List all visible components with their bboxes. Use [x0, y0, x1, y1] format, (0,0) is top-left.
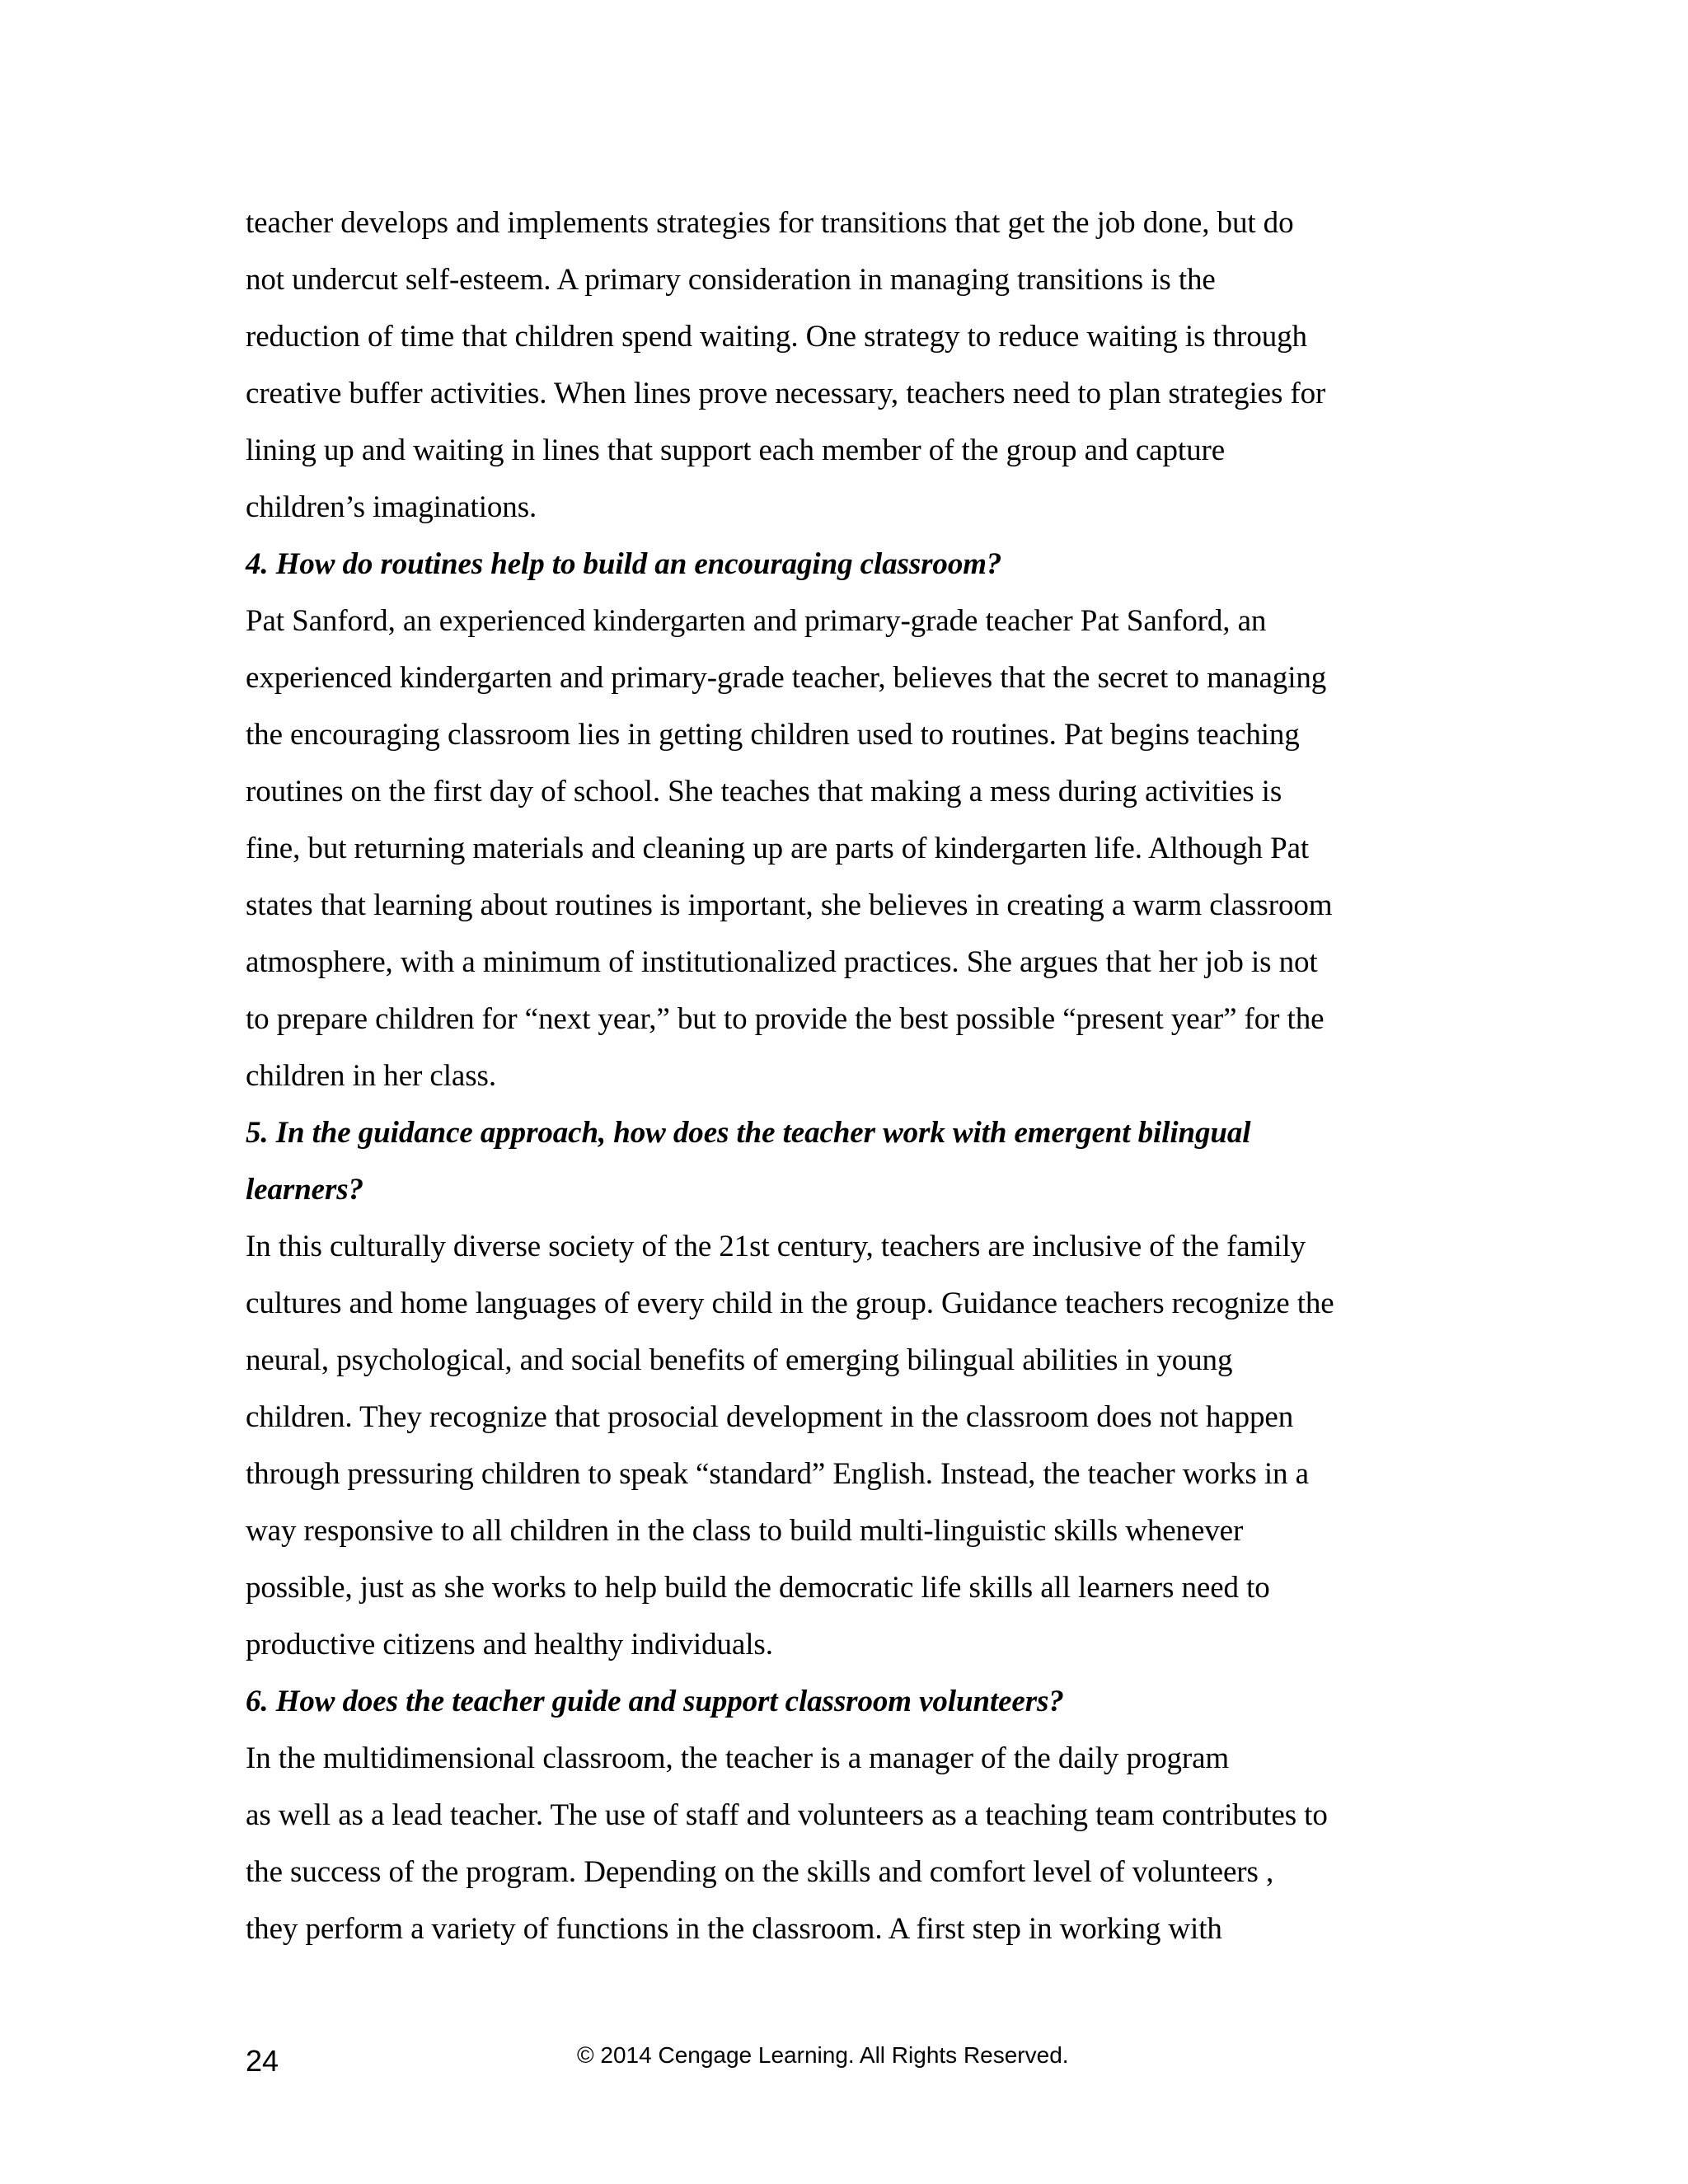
copyright-notice: © 2014 Cengage Learning. All Rights Reserved. [577, 2042, 1069, 2068]
text-line: to prepare children for “next year,” but to provide the best possible “present year” for the [246, 1002, 1325, 1036]
text-line: Pat Sanford, an experienced kindergarten and primary-grade teacher Pat Sanford, an [246, 604, 1267, 638]
text-line: children. They recognize that prosocial development in the classroom does not happen [246, 1400, 1294, 1434]
text-line: not undercut self-esteem. A primary consideration in managing transitions is the [246, 263, 1216, 297]
paragraph-bilingual [246, 1218, 1449, 1673]
paragraph-routines [246, 593, 1449, 1104]
text-line: neural, psychological, and social benefits of emerging bilingual abilities in young [246, 1343, 1233, 1377]
text-line: lining up and waiting in lines that support each member of the group and capture [246, 434, 1226, 467]
text-line: they perform a variety of functions in the classroom. A first step in working with [246, 1912, 1222, 1946]
text-line: through pressuring children to speak “standard” English. Instead, the teacher works in a [246, 1457, 1309, 1491]
heading-line: 5. In the guidance approach, how does the teacher work with emergent bilingual [246, 1116, 1251, 1150]
page-body [246, 194, 1449, 1957]
text-line: reduction of time that children spend waiting. One strategy to reduce waiting is through [246, 320, 1307, 354]
text-line: fine, but returning materials and cleaning up are parts of kindergarten life. Although Pat [246, 832, 1310, 865]
paragraph-transitions [246, 194, 1449, 536]
text-line: atmosphere, with a minimum of institutionalized practices. She argues that her job is not [246, 945, 1318, 979]
text-line: states that learning about routines is important, she believes in creating a warm classroom [246, 888, 1333, 922]
text-line: the encouraging classroom lies in getting children used to routines. Pat begins teaching [246, 718, 1300, 752]
text-line: cultures and home languages of every child in the group. Guidance teachers recognize the [246, 1286, 1334, 1320]
text-line: children’s imaginations. [246, 490, 537, 524]
question-heading-4: 4. How do routines help to build an encouraging classroom? [246, 547, 1002, 581]
text-line: teacher develops and implements strategies for transitions that get the job done, but do [246, 206, 1294, 240]
paragraph-volunteers [246, 1730, 1449, 1957]
page-number: 24 [246, 2044, 279, 2078]
text-line: In the multidimensional classroom, the teacher is a manager of the daily program [246, 1741, 1230, 1775]
question-heading-6: 6. How does the teacher guide and support classroom volunteers? [246, 1685, 1064, 1718]
text-line: routines on the first day of school. She teaches that making a mess during activities is [246, 775, 1282, 808]
text-line: as well as a lead teacher. The use of staff and volunteers as a teaching team contributes to [246, 1798, 1328, 1832]
text-line: experienced kindergarten and primary-grade teacher, believes that the secret to managing [246, 661, 1327, 695]
text-line: way responsive to all children in the class to build multi-linguistic skills whenever [246, 1514, 1244, 1548]
heading-line: learners? [246, 1173, 363, 1207]
text-line: In this culturally diverse society of the 21st century, teachers are inclusive of the family [246, 1230, 1306, 1263]
text-line: the success of the program. Depending on the skills and comfort level of volunteers , [246, 1855, 1274, 1889]
text-line: possible, just as she works to help build the democratic life skills all learners need to [246, 1571, 1270, 1605]
question-heading-5 [246, 1104, 1449, 1218]
text-line: children in her class. [246, 1059, 496, 1093]
text-line: creative buffer activities. When lines prove necessary, teachers need to plan strategies for [246, 377, 1326, 410]
text-line: productive citizens and healthy individuals. [246, 1628, 773, 1661]
